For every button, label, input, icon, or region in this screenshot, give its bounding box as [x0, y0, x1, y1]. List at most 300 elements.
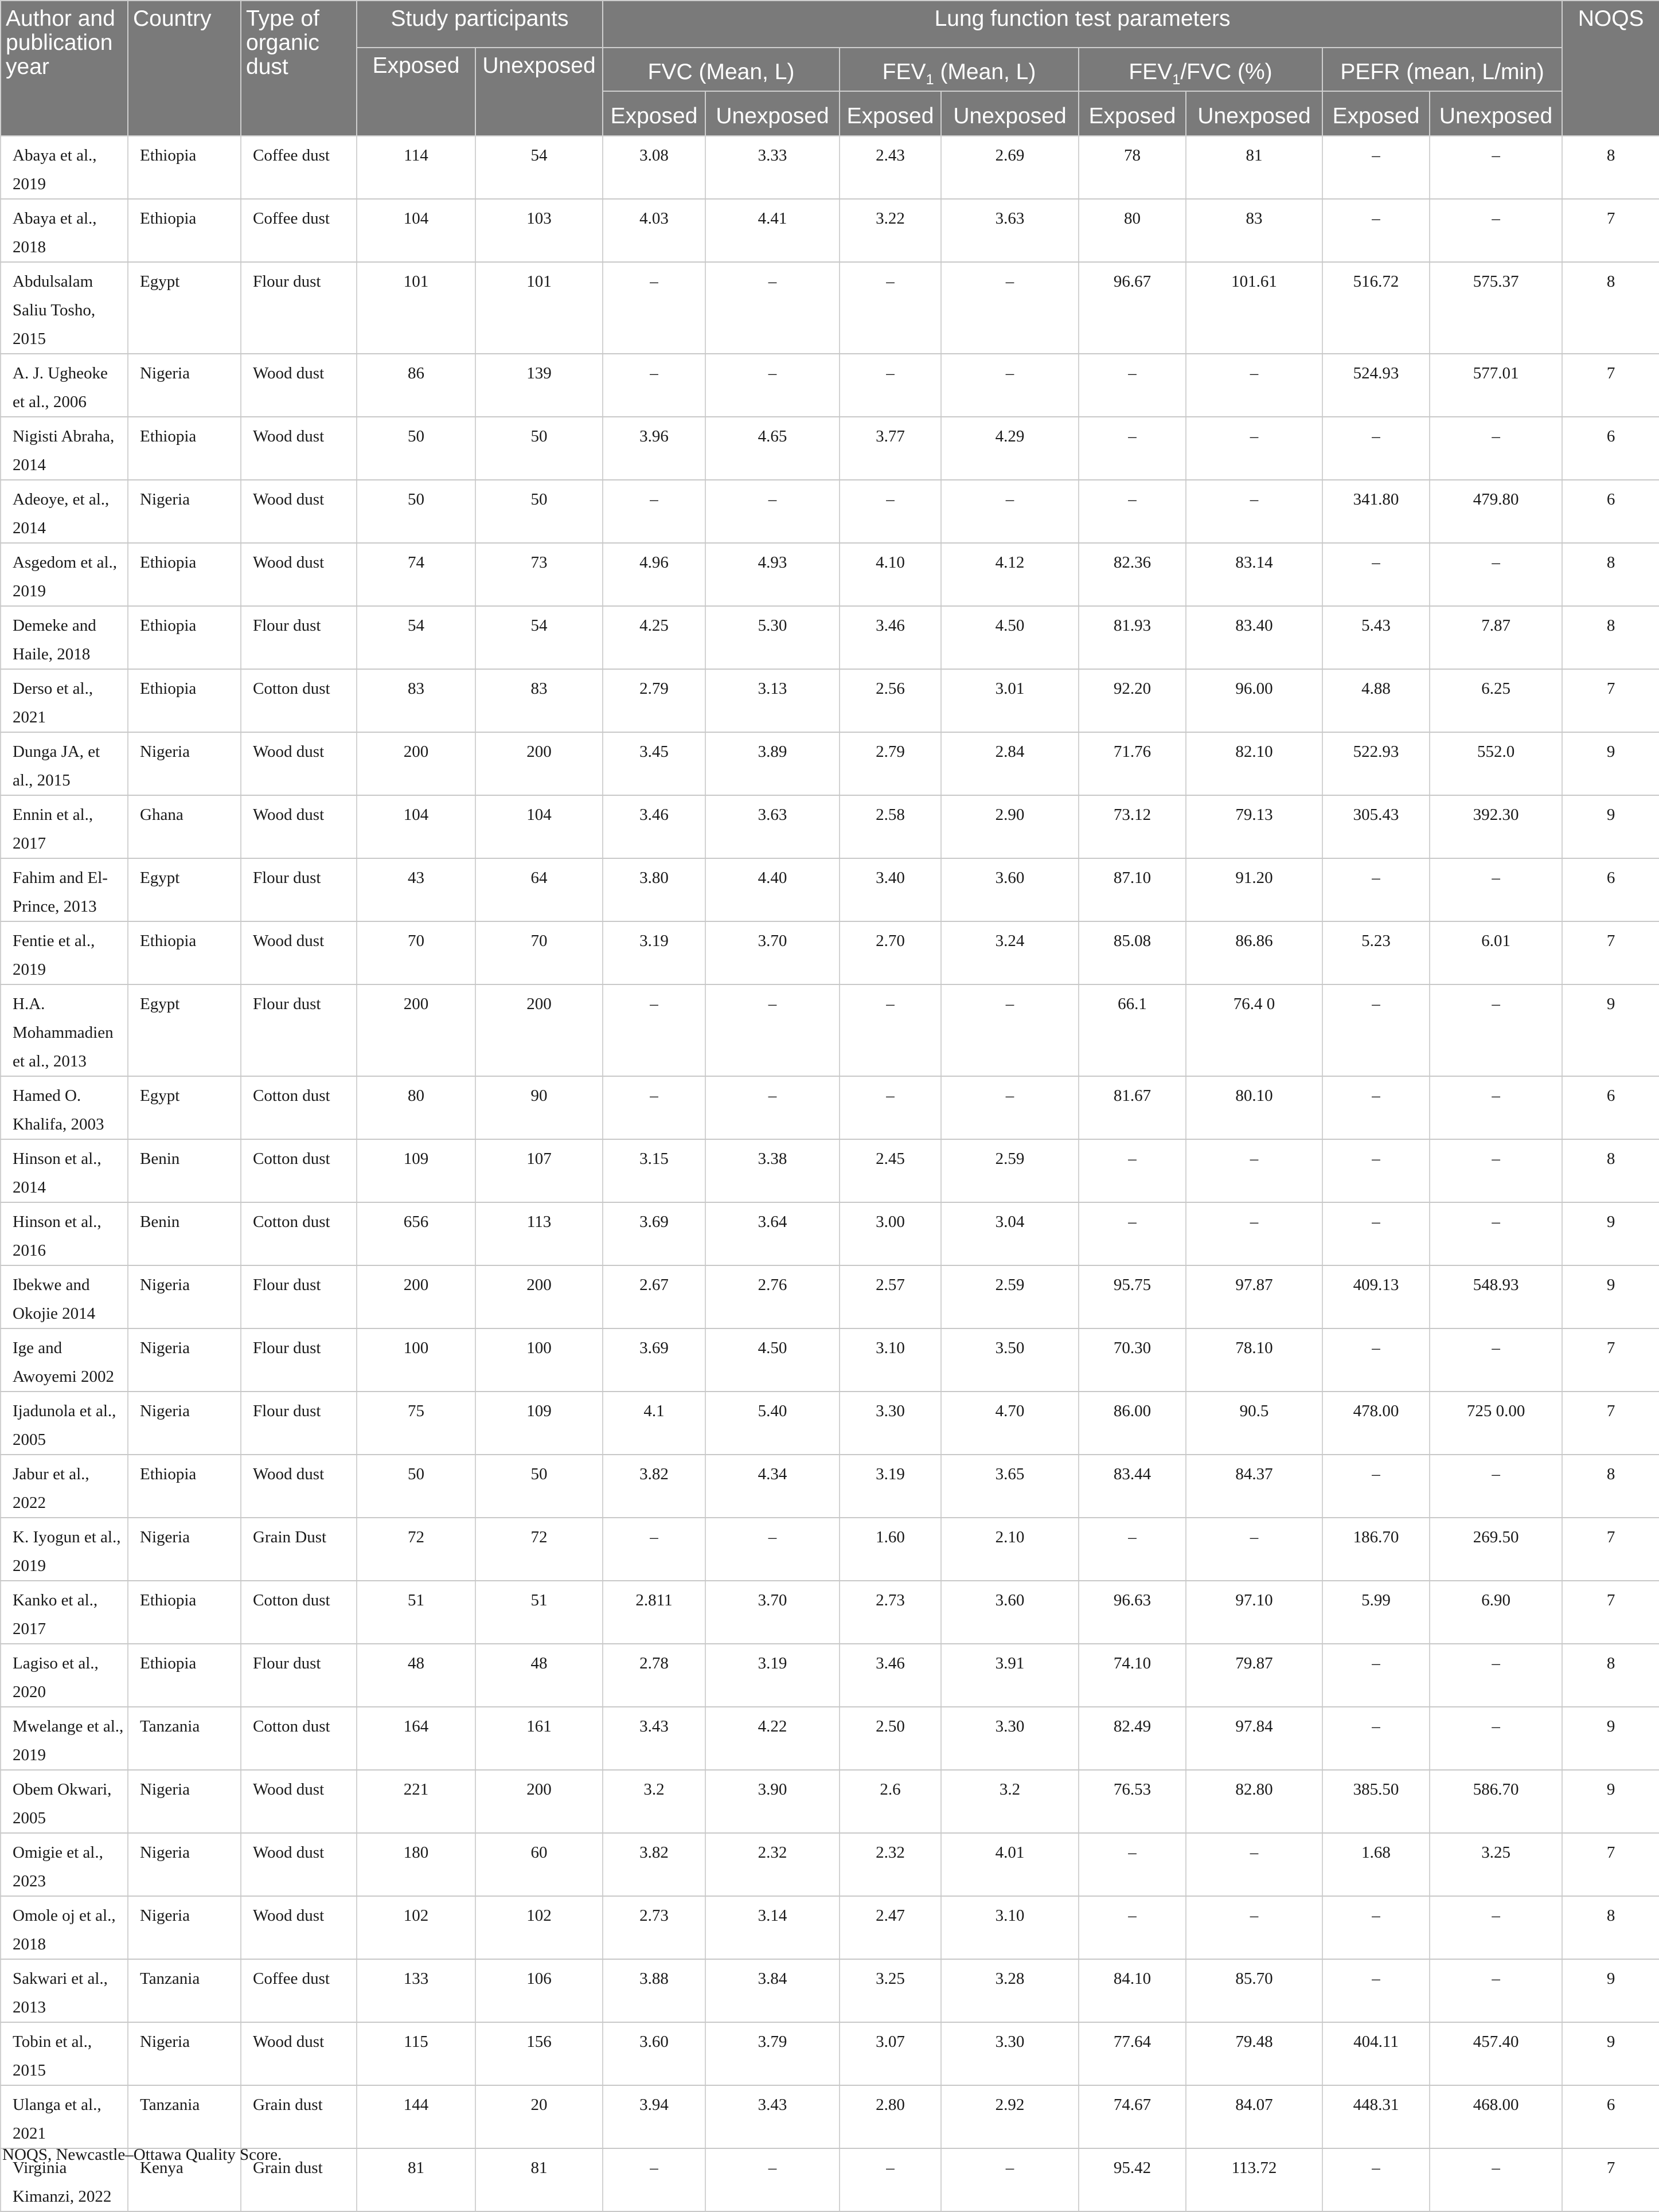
cell-participants-unexposed: 83: [475, 669, 603, 732]
cell-fvc-unexposed: 3.90: [705, 1770, 840, 1833]
cell-dust-type: Wood dust: [241, 354, 357, 417]
cell-author: Fentie et al., 2019: [1, 921, 128, 984]
cell-country: Ethiopia: [128, 1455, 241, 1518]
cell-participants-unexposed: 54: [475, 136, 603, 199]
cell-participants-exposed: 114: [357, 136, 475, 199]
cell-fvc-exposed: 3.94: [603, 2085, 705, 2148]
cell-author: Lagiso et al., 2020: [1, 1644, 128, 1707]
cell-fev1-unexposed: –: [941, 262, 1079, 354]
cell-pefr-unexposed: –: [1430, 1139, 1562, 1202]
cell-pefr-exposed: 341.80: [1322, 480, 1430, 543]
cell-fvc-unexposed: 3.33: [705, 136, 840, 199]
cell-participants-exposed: 43: [357, 858, 475, 921]
cell-pefr-unexposed: 548.93: [1430, 1265, 1562, 1328]
cell-fev1-unexposed: –: [941, 1076, 1079, 1139]
cell-fvc-unexposed: 4.34: [705, 1455, 840, 1518]
cell-participants-unexposed: 200: [475, 1770, 603, 1833]
cell-pefr-unexposed: –: [1430, 1202, 1562, 1265]
cell-ratio-unexposed: 79.48: [1186, 2022, 1322, 2085]
cell-ratio-exposed: 96.67: [1079, 262, 1186, 354]
cell-dust-type: Wood dust: [241, 732, 357, 795]
cell-author: Tobin et al., 2015: [1, 2022, 128, 2085]
cell-noqs: 7: [1562, 1328, 1659, 1392]
header-ratio-unexposed: Unexposed: [1186, 91, 1322, 136]
table-row: [1, 984, 1659, 1076]
cell-pefr-exposed: –: [1322, 1959, 1430, 2022]
cell-ratio-exposed: 86.00: [1079, 1392, 1186, 1455]
cell-pefr-unexposed: –: [1430, 1644, 1562, 1707]
fev1-label: FEV: [882, 60, 926, 84]
cell-dust-type: Flour dust: [241, 1328, 357, 1392]
cell-pefr-unexposed: 468.00: [1430, 2085, 1562, 2148]
cell-dust-type: Wood dust: [241, 2022, 357, 2085]
header-study-participants: Study participants: [357, 1, 603, 48]
cell-fev1-unexposed: 3.30: [941, 2022, 1079, 2085]
header-fev1-unexposed: Unexposed: [941, 91, 1079, 136]
cell-participants-exposed: 48: [357, 1644, 475, 1707]
cell-noqs: 8: [1562, 543, 1659, 606]
cell-fvc-unexposed: 3.19: [705, 1644, 840, 1707]
cell-author: Nigisti Abraha, 2014: [1, 417, 128, 480]
cell-ratio-exposed: 80: [1079, 199, 1186, 262]
cell-participants-unexposed: 161: [475, 1707, 603, 1770]
cell-participants-exposed: 51: [357, 1581, 475, 1644]
cell-noqs: 9: [1562, 732, 1659, 795]
cell-dust-type: Flour dust: [241, 262, 357, 354]
cell-fev1-exposed: 3.25: [840, 1959, 941, 2022]
cell-noqs: 8: [1562, 606, 1659, 669]
cell-fev1-exposed: –: [840, 1076, 941, 1139]
cell-fev1-exposed: 3.22: [840, 199, 941, 262]
cell-pefr-exposed: 524.93: [1322, 354, 1430, 417]
cell-pefr-exposed: 305.43: [1322, 795, 1430, 858]
table-row: [1, 1644, 1659, 1707]
cell-pefr-unexposed: –: [1430, 984, 1562, 1076]
cell-noqs: 9: [1562, 1202, 1659, 1265]
cell-author: Virginia Kimanzi, 2022: [1, 2148, 128, 2211]
cell-ratio-exposed: 74.67: [1079, 2085, 1186, 2148]
cell-fev1-exposed: 4.10: [840, 543, 941, 606]
cell-fev1-unexposed: 3.04: [941, 1202, 1079, 1265]
cell-noqs: 7: [1562, 1518, 1659, 1581]
cell-country: Ethiopia: [128, 1644, 241, 1707]
cell-participants-unexposed: 70: [475, 921, 603, 984]
cell-ratio-exposed: 73.12: [1079, 795, 1186, 858]
cell-pefr-unexposed: 6.01: [1430, 921, 1562, 984]
cell-participants-unexposed: 107: [475, 1139, 603, 1202]
fev1-unit: (Mean, L): [934, 60, 1036, 84]
cell-dust-type: Flour dust: [241, 1392, 357, 1455]
cell-participants-exposed: 104: [357, 795, 475, 858]
cell-dust-type: Grain dust: [241, 2085, 357, 2148]
cell-author: Mwelange et al., 2019: [1, 1707, 128, 1770]
cell-dust-type: Flour dust: [241, 984, 357, 1076]
cell-ratio-exposed: –: [1079, 1833, 1186, 1896]
cell-ratio-unexposed: 80.10: [1186, 1076, 1322, 1139]
cell-author: Omole oj et al., 2018: [1, 1896, 128, 1959]
cell-fev1-unexposed: 2.59: [941, 1139, 1079, 1202]
cell-dust-type: Grain dust: [241, 2148, 357, 2211]
table-row: [1, 543, 1659, 606]
cell-fev1-unexposed: 4.70: [941, 1392, 1079, 1455]
cell-participants-exposed: 100: [357, 1328, 475, 1392]
table-row: [1, 1518, 1659, 1581]
cell-author: Sakwari et al., 2013: [1, 1959, 128, 2022]
header-fvc: FVC (Mean, L): [603, 48, 840, 91]
table-row: [1, 669, 1659, 732]
cell-country: Egypt: [128, 984, 241, 1076]
cell-author: Adeoye, et al., 2014: [1, 480, 128, 543]
cell-dust-type: Cotton dust: [241, 1139, 357, 1202]
cell-pefr-exposed: –: [1322, 984, 1430, 1076]
header-pefr-unexposed: Unexposed: [1430, 91, 1562, 136]
cell-pefr-exposed: –: [1322, 543, 1430, 606]
cell-dust-type: Cotton dust: [241, 1076, 357, 1139]
cell-ratio-unexposed: 86.86: [1186, 921, 1322, 984]
table-row: [1, 1202, 1659, 1265]
cell-pefr-exposed: 5.43: [1322, 606, 1430, 669]
cell-participants-exposed: 86: [357, 354, 475, 417]
cell-country: Tanzania: [128, 2085, 241, 2148]
cell-participants-exposed: 75: [357, 1392, 475, 1455]
table-row: [1, 199, 1659, 262]
table-row: [1, 2085, 1659, 2148]
cell-author: Jabur et al., 2022: [1, 1455, 128, 1518]
cell-noqs: 8: [1562, 136, 1659, 199]
cell-pefr-exposed: –: [1322, 1139, 1430, 1202]
cell-fev1-unexposed: 3.50: [941, 1328, 1079, 1392]
ratio-label: FEV: [1129, 60, 1173, 84]
cell-participants-unexposed: 104: [475, 795, 603, 858]
cell-dust-type: Wood dust: [241, 480, 357, 543]
cell-fvc-exposed: 3.19: [603, 921, 705, 984]
cell-author: Hamed O. Khalifa, 2003: [1, 1076, 128, 1139]
cell-pefr-exposed: –: [1322, 1455, 1430, 1518]
cell-noqs: 6: [1562, 858, 1659, 921]
cell-fev1-exposed: 2.43: [840, 136, 941, 199]
cell-fvc-exposed: –: [603, 2148, 705, 2211]
cell-pefr-exposed: 5.23: [1322, 921, 1430, 984]
table-body: [1, 136, 1659, 2211]
cell-fvc-unexposed: 5.30: [705, 606, 840, 669]
cell-pefr-unexposed: –: [1430, 858, 1562, 921]
cell-participants-unexposed: 90: [475, 1076, 603, 1139]
cell-participants-unexposed: 73: [475, 543, 603, 606]
cell-fvc-unexposed: 4.50: [705, 1328, 840, 1392]
cell-dust-type: Flour dust: [241, 606, 357, 669]
table-row: [1, 2022, 1659, 2085]
cell-pefr-exposed: 186.70: [1322, 1518, 1430, 1581]
cell-ratio-exposed: –: [1079, 480, 1186, 543]
cell-participants-unexposed: 81: [475, 2148, 603, 2211]
cell-pefr-unexposed: 269.50: [1430, 1518, 1562, 1581]
cell-noqs: 6: [1562, 480, 1659, 543]
cell-participants-exposed: 115: [357, 2022, 475, 2085]
cell-ratio-unexposed: 113.72: [1186, 2148, 1322, 2211]
cell-pefr-unexposed: 392.30: [1430, 795, 1562, 858]
cell-fev1-exposed: 2.47: [840, 1896, 941, 1959]
cell-participants-exposed: 180: [357, 1833, 475, 1896]
cell-pefr-unexposed: 552.0: [1430, 732, 1562, 795]
cell-country: Ethiopia: [128, 669, 241, 732]
header-participants-unexposed: Unexposed: [475, 48, 603, 136]
cell-ratio-unexposed: 84.07: [1186, 2085, 1322, 2148]
cell-participants-exposed: 72: [357, 1518, 475, 1581]
cell-fvc-exposed: 2.79: [603, 669, 705, 732]
cell-fev1-unexposed: 2.59: [941, 1265, 1079, 1328]
cell-fvc-unexposed: 3.38: [705, 1139, 840, 1202]
cell-participants-exposed: 50: [357, 417, 475, 480]
header-fev1-exposed: Exposed: [840, 91, 941, 136]
cell-country: Ethiopia: [128, 136, 241, 199]
cell-fev1-exposed: 2.57: [840, 1265, 941, 1328]
cell-noqs: 7: [1562, 1392, 1659, 1455]
cell-noqs: 9: [1562, 1770, 1659, 1833]
cell-author: H.A. Mohammadien et al., 2013: [1, 984, 128, 1076]
cell-participants-exposed: 221: [357, 1770, 475, 1833]
cell-fev1-unexposed: 3.60: [941, 858, 1079, 921]
cell-fvc-exposed: 3.2: [603, 1770, 705, 1833]
table-row: [1, 262, 1659, 354]
cell-ratio-unexposed: 79.87: [1186, 1644, 1322, 1707]
cell-ratio-exposed: 82.49: [1079, 1707, 1186, 1770]
header-pefr: PEFR (mean, L/min): [1322, 48, 1562, 91]
cell-pefr-unexposed: –: [1430, 417, 1562, 480]
cell-fev1-exposed: 1.60: [840, 1518, 941, 1581]
cell-pefr-exposed: –: [1322, 136, 1430, 199]
cell-dust-type: Wood dust: [241, 1833, 357, 1896]
cell-participants-exposed: 144: [357, 2085, 475, 2148]
cell-fev1-unexposed: 4.01: [941, 1833, 1079, 1896]
cell-fev1-unexposed: 3.2: [941, 1770, 1079, 1833]
cell-fev1-unexposed: 3.63: [941, 199, 1079, 262]
cell-ratio-unexposed: 91.20: [1186, 858, 1322, 921]
cell-pefr-unexposed: 457.40: [1430, 2022, 1562, 2085]
cell-fvc-unexposed: –: [705, 984, 840, 1076]
table-row: [1, 1770, 1659, 1833]
cell-country: Nigeria: [128, 354, 241, 417]
table-row: [1, 1328, 1659, 1392]
cell-pefr-exposed: 448.31: [1322, 2085, 1430, 2148]
cell-ratio-unexposed: –: [1186, 1896, 1322, 1959]
cell-country: Nigeria: [128, 1265, 241, 1328]
cell-pefr-exposed: –: [1322, 199, 1430, 262]
cell-country: Nigeria: [128, 480, 241, 543]
cell-dust-type: Wood dust: [241, 543, 357, 606]
cell-ratio-unexposed: –: [1186, 354, 1322, 417]
cell-noqs: 6: [1562, 2085, 1659, 2148]
cell-fvc-exposed: 3.60: [603, 2022, 705, 2085]
cell-fvc-exposed: –: [603, 1518, 705, 1581]
cell-fev1-unexposed: 3.10: [941, 1896, 1079, 1959]
cell-fvc-unexposed: 3.13: [705, 669, 840, 732]
table-row: [1, 417, 1659, 480]
cell-dust-type: Flour dust: [241, 858, 357, 921]
cell-fvc-exposed: 3.45: [603, 732, 705, 795]
cell-fvc-exposed: –: [603, 262, 705, 354]
header-dust-type: Type of organic dust: [241, 1, 357, 136]
cell-fvc-exposed: –: [603, 984, 705, 1076]
cell-ratio-unexposed: 96.00: [1186, 669, 1322, 732]
cell-fev1-unexposed: –: [941, 2148, 1079, 2211]
cell-noqs: 8: [1562, 1139, 1659, 1202]
cell-ratio-unexposed: 81: [1186, 136, 1322, 199]
cell-noqs: 7: [1562, 921, 1659, 984]
cell-noqs: 7: [1562, 354, 1659, 417]
cell-fev1-unexposed: 3.30: [941, 1707, 1079, 1770]
cell-ratio-unexposed: 83: [1186, 199, 1322, 262]
cell-ratio-exposed: 96.63: [1079, 1581, 1186, 1644]
cell-fvc-exposed: 4.25: [603, 606, 705, 669]
cell-dust-type: Wood dust: [241, 417, 357, 480]
cell-pefr-unexposed: –: [1430, 1076, 1562, 1139]
cell-fvc-exposed: 2.811: [603, 1581, 705, 1644]
cell-pefr-exposed: –: [1322, 2148, 1430, 2211]
cell-fvc-exposed: 2.67: [603, 1265, 705, 1328]
cell-author: Ijadunola et al., 2005: [1, 1392, 128, 1455]
cell-ratio-exposed: 92.20: [1079, 669, 1186, 732]
table-header: [1, 1, 1659, 136]
cell-pefr-exposed: 478.00: [1322, 1392, 1430, 1455]
cell-fvc-unexposed: –: [705, 2148, 840, 2211]
table-row: [1, 606, 1659, 669]
cell-ratio-exposed: 66.1: [1079, 984, 1186, 1076]
cell-participants-unexposed: 139: [475, 354, 603, 417]
cell-ratio-exposed: 77.64: [1079, 2022, 1186, 2085]
cell-dust-type: Coffee dust: [241, 199, 357, 262]
cell-participants-exposed: 54: [357, 606, 475, 669]
cell-ratio-unexposed: 83.14: [1186, 543, 1322, 606]
cell-fvc-exposed: 3.88: [603, 1959, 705, 2022]
cell-pefr-exposed: 5.99: [1322, 1581, 1430, 1644]
cell-author: Omigie et al., 2023: [1, 1833, 128, 1896]
cell-ratio-exposed: –: [1079, 417, 1186, 480]
cell-noqs: 7: [1562, 1581, 1659, 1644]
cell-fev1-unexposed: 4.29: [941, 417, 1079, 480]
cell-participants-unexposed: 64: [475, 858, 603, 921]
header-country: Country: [128, 1, 241, 136]
cell-fev1-exposed: 3.00: [840, 1202, 941, 1265]
cell-ratio-exposed: 70.30: [1079, 1328, 1186, 1392]
cell-participants-unexposed: 200: [475, 1265, 603, 1328]
cell-fev1-unexposed: 2.90: [941, 795, 1079, 858]
cell-fev1-exposed: 2.45: [840, 1139, 941, 1202]
cell-fev1-unexposed: 2.92: [941, 2085, 1079, 2148]
header-fvc-unexposed: Unexposed: [705, 91, 840, 136]
cell-pefr-unexposed: –: [1430, 199, 1562, 262]
cell-pefr-unexposed: –: [1430, 543, 1562, 606]
cell-ratio-unexposed: 84.37: [1186, 1455, 1322, 1518]
cell-fev1-unexposed: 3.28: [941, 1959, 1079, 2022]
cell-participants-exposed: 50: [357, 480, 475, 543]
cell-fev1-exposed: 2.50: [840, 1707, 941, 1770]
cell-fvc-exposed: 3.82: [603, 1833, 705, 1896]
cell-pefr-exposed: 1.68: [1322, 1833, 1430, 1896]
cell-fvc-unexposed: 3.89: [705, 732, 840, 795]
cell-ratio-unexposed: 78.10: [1186, 1328, 1322, 1392]
ratio-subscript: 1: [1172, 71, 1181, 88]
cell-ratio-exposed: 76.53: [1079, 1770, 1186, 1833]
table-footnote: NOQS, Newcastle–Ottawa Quality Score.: [2, 2145, 282, 2164]
cell-fev1-unexposed: 2.10: [941, 1518, 1079, 1581]
cell-fvc-unexposed: 3.64: [705, 1202, 840, 1265]
cell-pefr-exposed: –: [1322, 858, 1430, 921]
header-fev1-fvc-ratio: [1079, 48, 1322, 91]
cell-dust-type: Wood dust: [241, 795, 357, 858]
cell-fvc-exposed: –: [603, 354, 705, 417]
cell-ratio-unexposed: 83.40: [1186, 606, 1322, 669]
cell-fev1-unexposed: –: [941, 354, 1079, 417]
cell-fev1-exposed: 2.80: [840, 2085, 941, 2148]
cell-ratio-exposed: 82.36: [1079, 543, 1186, 606]
cell-ratio-exposed: 87.10: [1079, 858, 1186, 921]
cell-ratio-exposed: 95.75: [1079, 1265, 1186, 1328]
cell-fev1-exposed: –: [840, 262, 941, 354]
cell-country: Ghana: [128, 795, 241, 858]
cell-country: Ethiopia: [128, 1581, 241, 1644]
cell-fvc-unexposed: –: [705, 480, 840, 543]
table-row: [1, 921, 1659, 984]
cell-dust-type: Flour dust: [241, 1265, 357, 1328]
cell-fvc-exposed: 4.03: [603, 199, 705, 262]
cell-pefr-exposed: –: [1322, 1202, 1430, 1265]
cell-country: Nigeria: [128, 1833, 241, 1896]
cell-pefr-unexposed: 577.01: [1430, 354, 1562, 417]
cell-fev1-exposed: 3.30: [840, 1392, 941, 1455]
cell-ratio-exposed: –: [1079, 1896, 1186, 1959]
cell-fev1-unexposed: –: [941, 984, 1079, 1076]
table-row: [1, 1581, 1659, 1644]
cell-country: Nigeria: [128, 1392, 241, 1455]
table-row: [1, 1707, 1659, 1770]
cell-participants-exposed: 101: [357, 262, 475, 354]
cell-participants-unexposed: 72: [475, 1518, 603, 1581]
cell-ratio-unexposed: –: [1186, 1518, 1322, 1581]
cell-fvc-exposed: 3.80: [603, 858, 705, 921]
cell-ratio-unexposed: –: [1186, 480, 1322, 543]
cell-author: Abaya et al., 2019: [1, 136, 128, 199]
cell-country: Nigeria: [128, 1896, 241, 1959]
cell-fvc-unexposed: –: [705, 1076, 840, 1139]
cell-author: Hinson et al., 2014: [1, 1139, 128, 1202]
cell-fvc-unexposed: 5.40: [705, 1392, 840, 1455]
cell-fev1-exposed: –: [840, 480, 941, 543]
cell-ratio-exposed: 95.42: [1079, 2148, 1186, 2211]
cell-pefr-exposed: –: [1322, 1644, 1430, 1707]
cell-fvc-exposed: 4.96: [603, 543, 705, 606]
cell-pefr-exposed: –: [1322, 1328, 1430, 1392]
cell-participants-exposed: 80: [357, 1076, 475, 1139]
cell-pefr-unexposed: –: [1430, 1455, 1562, 1518]
cell-country: Nigeria: [128, 2022, 241, 2085]
cell-fev1-exposed: –: [840, 984, 941, 1076]
cell-participants-unexposed: 50: [475, 417, 603, 480]
cell-noqs: 7: [1562, 1833, 1659, 1896]
cell-fev1-exposed: 3.40: [840, 858, 941, 921]
cell-ratio-unexposed: 97.87: [1186, 1265, 1322, 1328]
cell-participants-exposed: 74: [357, 543, 475, 606]
cell-ratio-exposed: 81.93: [1079, 606, 1186, 669]
cell-country: Nigeria: [128, 732, 241, 795]
cell-pefr-unexposed: 3.25: [1430, 1833, 1562, 1896]
cell-participants-unexposed: 113: [475, 1202, 603, 1265]
cell-author: Demeke and Haile, 2018: [1, 606, 128, 669]
cell-fvc-exposed: 3.43: [603, 1707, 705, 1770]
cell-fvc-exposed: –: [603, 1076, 705, 1139]
cell-country: Tanzania: [128, 1707, 241, 1770]
cell-fev1-unexposed: 2.84: [941, 732, 1079, 795]
cell-participants-exposed: 70: [357, 921, 475, 984]
